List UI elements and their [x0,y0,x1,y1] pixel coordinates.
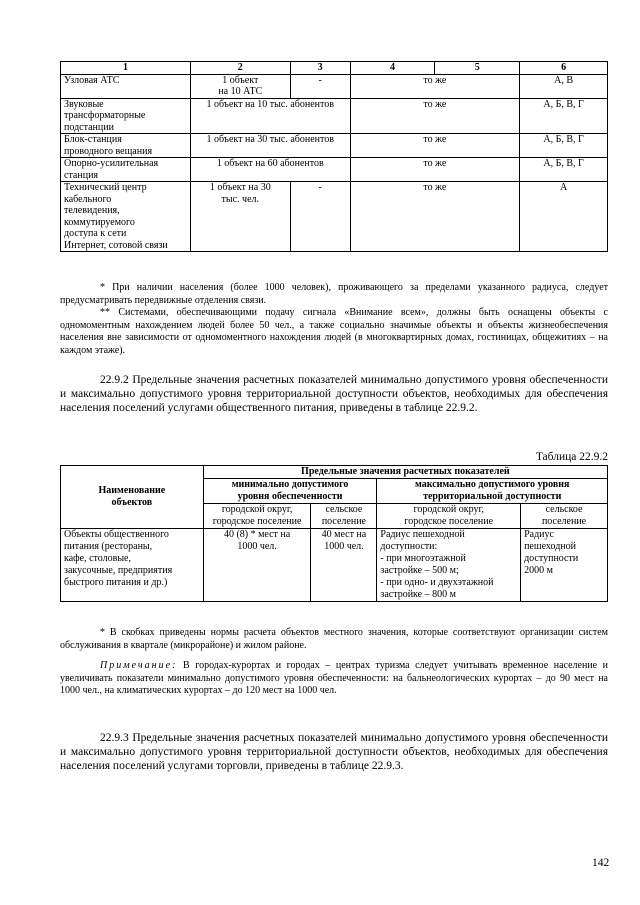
object-name-cell: Технический центр кабельного телевидения, коммутируемого доступа к сети Интернет, сотовой связи [61,182,191,252]
table-header-row [61,62,608,75]
table-row [61,98,608,134]
header-max-cell: максимально допустимого уровня территориальной доступности [377,479,608,504]
table-row [61,529,608,602]
footnote: * При наличии населения (более 1000 человек), проживающего за пределами указанного радиуса, следует предусматривать передвижные отделения связи. [60,282,608,306]
footnote: ** Системами, обеспечивающими подачу сигнала «Внимание всем», должны быть оснащены объекты с одномоментным нахождением людей более 50 чел., а также социально значимые объекты и объекты жизнеобеспечения населения вне зависимости от одномоментного нахождения людей (в многоквартирных домах, гостиницах, общежитиях – на каждом этаже). [60,307,608,356]
header-name-cell: Наименование объектов [61,466,204,529]
header-urban-cell: городской округ, городское поселение [377,504,521,529]
table-row [61,74,608,98]
communications-table [60,61,608,252]
column-header: 3 [290,62,350,75]
max-urban-cell: Радиус пешеходной доступности: - при многоэтажной застройке – 500 м; - при одно- и двухэтажной застройке – 800 м [377,529,521,602]
paragraph: 22.9.2 Предельные значения расчетных показателей минимально допустимого уровня обеспеченности и максимально допустимого уровня территориальной доступности объектов, необходимых для обеспечения населения поселений услугами общественного питания, приведены в таблице 22.9.2. [60,374,608,414]
same-cell: то же [350,98,520,134]
norm-cell: 1 объект на 30 тыс. чел. [190,182,290,252]
same-cell: то же [350,182,520,252]
max-rural-cell: Радиус пешеходной доступности 2000 м [521,529,608,602]
column-header: 1 [61,62,191,75]
object-name-cell: Блок-станция проводного вещания [61,134,191,158]
category-cell: А, Б, В, Г [520,134,608,158]
norm-cell: 1 объект на 10 АТС [190,74,290,98]
norm-cell: - [290,74,350,98]
category-cell: А, В [520,74,608,98]
min-rural-cell: 40 мест на 1000 чел. [311,529,377,602]
header-urban-cell: городской округ, городское поселение [203,504,311,529]
category-cell: А, Б, В, Г [520,158,608,182]
norm-cell: 1 объект на 10 тыс. абонентов [190,98,350,134]
header-top-cell: Предельные значения расчетных показателей [203,466,607,479]
category-cell: А, Б, В, Г [520,98,608,134]
table-row [61,158,608,182]
same-cell: то же [350,74,520,98]
header-rural-cell: сельское поселение [521,504,608,529]
same-cell: то же [350,134,520,158]
column-header: 2 [190,62,290,75]
paragraph: 22.9.3 Предельные значения расчетных показателей минимально допустимого уровня обеспеченности и максимально допустимого уровня территориальной доступности объектов, необходимых для обеспечения населения поселений услугами торговли, приведены в таблице 22.9.3. [60,732,608,772]
header-min-cell: минимально допустимого уровня обеспеченности [203,479,377,504]
object-name-cell: Звуковые трансформаторные подстанции [61,98,191,134]
header-rural-cell: сельское поселение [311,504,377,529]
object-name-cell: Объекты общественного питания (рестораны, кафе, столовые, закусочные, предприятия быстрого питания и др.) [61,529,204,602]
object-name-cell: Опорно-усилительная станция [61,158,191,182]
category-cell: А [520,182,608,252]
same-cell: то же [350,158,520,182]
page-number: 142 [592,857,610,869]
norm-cell: - [290,182,350,252]
table-caption: Таблица 22.9.2 [535,451,608,463]
footnote: * В скобках приведены нормы расчета объектов местного значения, которые соответствуют организации систем обслуживания в квартале (микрорайоне) и жилом районе. [60,627,608,651]
table-row [61,182,608,252]
object-name-cell: Узловая АТС [61,74,191,98]
note-label: Примечание: [100,660,178,671]
norm-cell: 1 объект на 60 абонентов [190,158,350,182]
table-row [61,134,608,158]
column-header: 4 [350,62,435,75]
min-urban-cell: 40 (8) * мест на 1000 чел. [203,529,311,602]
norm-cell: 1 объект на 30 тыс. абонентов [190,134,350,158]
catering-table [60,465,608,602]
column-header: 6 [520,62,608,75]
note-paragraph: Примечание: В городах-курортах и городах – центрах туризма следует учитывать временное население и увеличивать показатели минимально допустимого уровня обеспеченности: на бальнеологических курортах – до 90 мест на 1000 чел., на климатических курортах – до 120 мест на 1000 чел. [60,660,609,696]
column-header: 5 [435,62,520,75]
